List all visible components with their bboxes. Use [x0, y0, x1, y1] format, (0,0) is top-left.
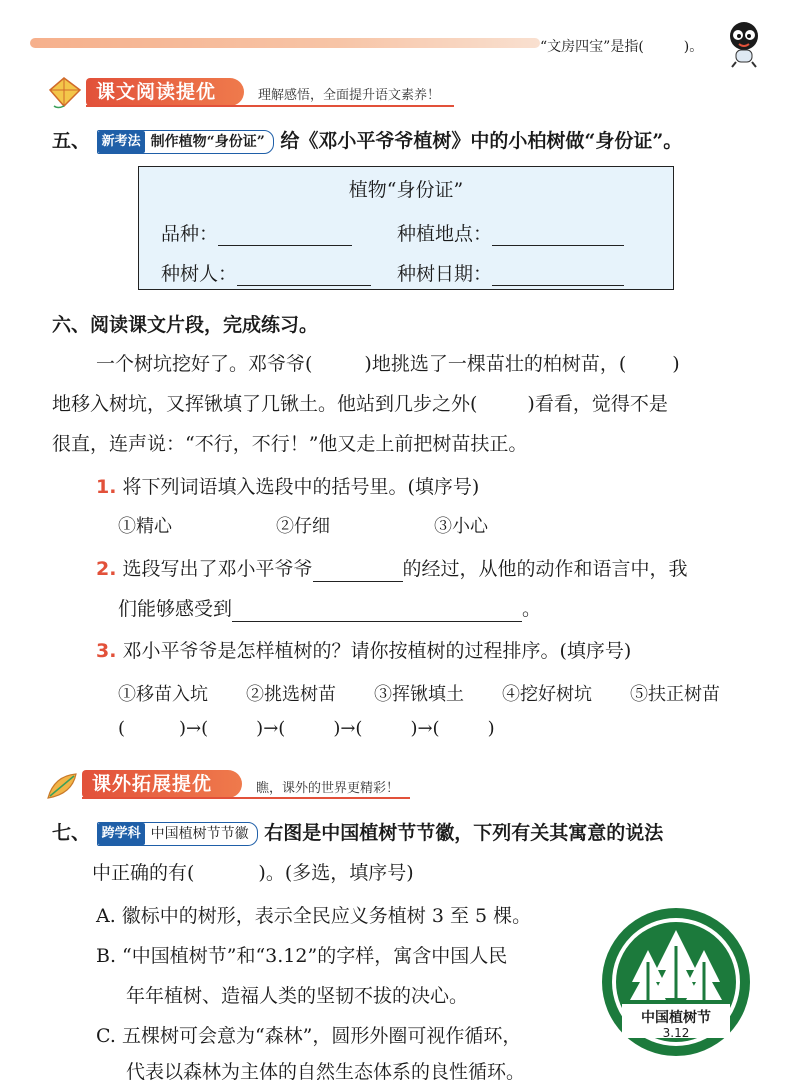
- tag-new-method: 新考法: [98, 131, 145, 153]
- sequence-answer: [118, 718, 495, 739]
- section-rule: [82, 797, 410, 799]
- choice-b-line1: B. “中国植树节”和“3.12”的字样，寓含中国人民: [96, 945, 508, 967]
- question-6-title: 六、阅读课文片段，完成练习。: [52, 314, 319, 336]
- answer-blank-2b[interactable]: [232, 602, 522, 622]
- plant-id-card: [138, 166, 674, 290]
- passage-text: )看看，觉得不是: [527, 393, 668, 415]
- subquestion-text: 邓小平爷爷是怎样植树的？请你按植树的过程排序。(填序号): [122, 640, 632, 662]
- question-number: 五、: [52, 130, 91, 152]
- kite-icon: [44, 76, 84, 110]
- sequence-arrow: )→(: [333, 718, 363, 739]
- sequence-arrow: )→(: [256, 718, 286, 739]
- question-7: [52, 820, 772, 846]
- field-date: [397, 259, 624, 286]
- choice-b-line2: 年年植树、造福人类的坚韧不拔的决心。: [126, 985, 469, 1007]
- passage-line-1: [96, 344, 766, 384]
- question-tag-box: [97, 130, 274, 154]
- sequence-arrow: )→(: [179, 718, 209, 739]
- choice-c-line2: 代表以森林为主体的自然生态体系的良性循环。: [126, 1061, 526, 1083]
- answer-blank-2a[interactable]: [313, 562, 403, 582]
- question-5: [52, 128, 772, 154]
- subquestion-3: [96, 638, 772, 664]
- tag-text: 制作植物“身份证”: [150, 134, 265, 150]
- emblem-date: 3.12: [662, 1026, 690, 1040]
- subquestion-1: [96, 474, 479, 500]
- choice-a: A. 徽标中的树形，表示全民应义务植树 3 至 5 棵。: [96, 905, 532, 927]
- option-3-4: ④挖好树坑: [502, 684, 592, 705]
- tag-cross-discipline: 跨学科: [98, 823, 145, 845]
- question-text: 中正确的有(: [92, 862, 195, 884]
- field-location-label: 种植地点：: [397, 223, 493, 245]
- question-text: )。(多选，填序号): [258, 862, 414, 884]
- option-1-3: ③小心: [434, 516, 488, 537]
- question-text: 给《邓小平爷爷植树》中的小柏树做“身份证”。: [280, 130, 683, 152]
- passage-text: 一个树坑挖好了。邓爷爷(: [96, 353, 313, 375]
- top-decor-strip: [30, 38, 540, 48]
- question-number: 七、: [52, 822, 91, 844]
- option-1-2: ②仔细: [276, 516, 330, 537]
- subquestion-text: 将下列词语填入选段中的括号里。(填序号): [122, 476, 480, 498]
- field-variety-label: 品种：: [161, 223, 219, 245]
- passage-text: ): [672, 353, 680, 375]
- subquestion-2-cont: [118, 596, 541, 622]
- field-planter: [161, 259, 371, 286]
- option-1-1: ①精心: [118, 516, 172, 537]
- question-tag-box: [97, 822, 258, 846]
- top-note-text: “文房四宝”是指(: [540, 39, 644, 55]
- tag-text: 中国植树节节徽: [150, 826, 249, 842]
- subquestion-2: [96, 556, 772, 582]
- emblem-label: 中国植树节: [641, 1010, 711, 1026]
- subquestion-text: 们能够感受到: [118, 598, 233, 620]
- section-subtitle-reading: 理解感悟，全面提升语文素养！: [258, 88, 441, 103]
- passage-line-2: [52, 384, 772, 424]
- subquestion-text: 。: [522, 598, 542, 620]
- sequence-paren: (: [118, 718, 126, 739]
- question-text: 右图是中国植树节节徽，下列有关其寓意的说法: [264, 822, 664, 844]
- top-note: [540, 36, 703, 56]
- option-3-5: ⑤扶正树苗: [630, 684, 720, 705]
- id-card-title: 植物“身份证”: [348, 179, 464, 201]
- field-location: [397, 219, 624, 246]
- field-planter-label: 种树人：: [161, 263, 238, 285]
- section-rule: [86, 105, 454, 107]
- field-date-label: 种树日期：: [397, 263, 493, 285]
- passage-text: )地挑选了一棵苗壮的柏树苗，(: [364, 353, 627, 375]
- section-subtitle-extension: 瞧，课外的世界更精彩！: [256, 781, 400, 796]
- question-7-cont: [92, 860, 414, 886]
- mascot-icon: [722, 18, 766, 68]
- field-location-blank[interactable]: [492, 226, 624, 246]
- subquestion-number: 2.: [96, 558, 117, 580]
- field-variety-blank[interactable]: [218, 226, 352, 246]
- option-3-2: ②挑选树苗: [246, 684, 336, 705]
- subquestion-text: 选段写出了邓小平爷爷: [122, 558, 313, 580]
- sequence-paren: ): [487, 718, 495, 739]
- field-planter-blank[interactable]: [237, 266, 371, 286]
- field-date-blank[interactable]: [492, 266, 624, 286]
- passage-text: 地移入树坑，又挥锹填了几锹土。他站到几步之外(: [52, 393, 478, 415]
- leaf-icon: [42, 770, 82, 802]
- choice-c-line1: C. 五棵树可会意为“森林”，圆形外圈可视作循环，: [96, 1025, 522, 1047]
- arbor-day-emblem: [600, 906, 752, 1058]
- section-banner-reading: 课文阅读提优: [86, 78, 244, 106]
- field-variety: [161, 219, 352, 246]
- subquestion-number: 1.: [96, 476, 117, 498]
- passage-line-3: 很直，连声说：“不行，不行！”他又走上前把树苗扶正。: [52, 433, 528, 455]
- subquestion-number: 3.: [96, 640, 117, 662]
- option-3-1: ①移苗入坑: [118, 684, 208, 705]
- top-note-close: )。: [683, 39, 704, 55]
- sequence-arrow: )→(: [410, 718, 440, 739]
- option-3-3: ③挥锹填土: [374, 684, 464, 705]
- section-banner-extension: 课外拓展提优: [82, 770, 242, 798]
- subquestion-text: 的经过，从他的动作和语言中，我: [402, 558, 688, 580]
